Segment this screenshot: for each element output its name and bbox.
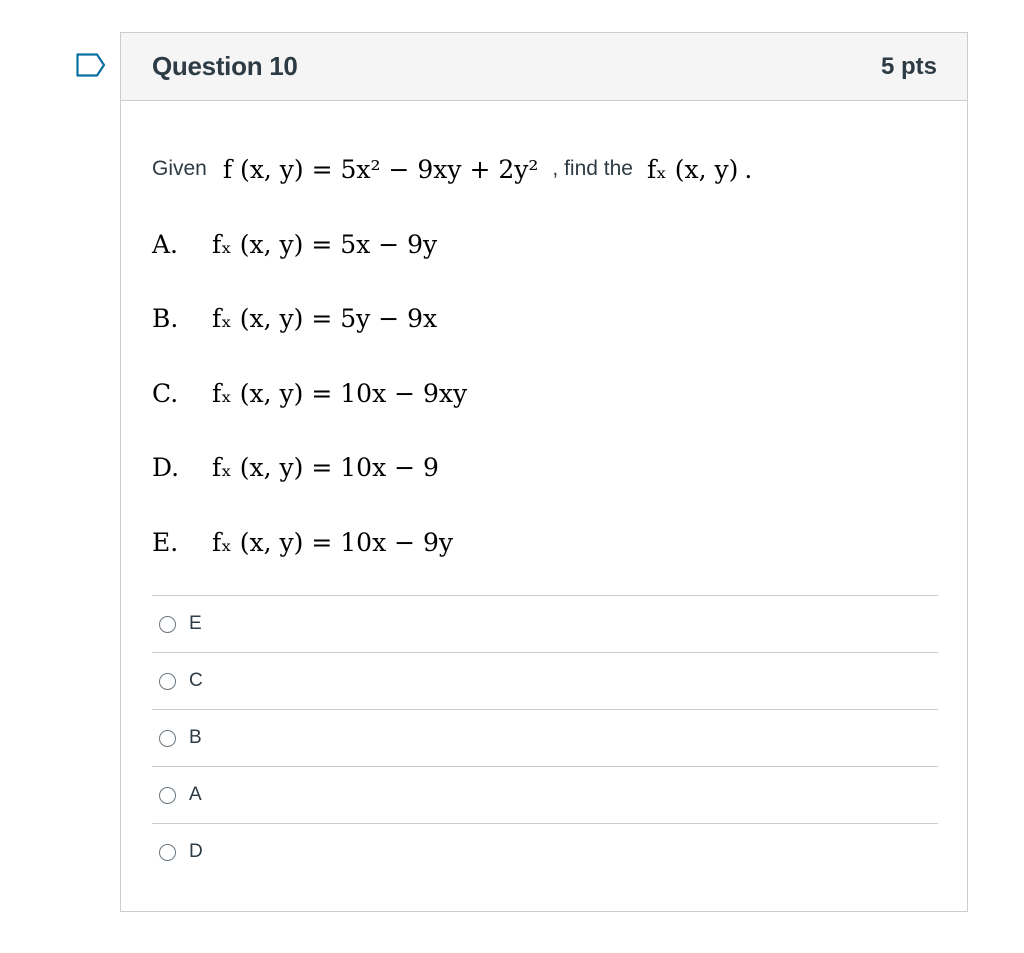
option-expression: fₓ (x, y) = 5y − 9x xyxy=(212,303,438,333)
question-card xyxy=(120,32,968,912)
option-expression: fₓ (x, y) = 10x − 9y xyxy=(212,527,454,557)
option-letter: D. xyxy=(152,452,180,482)
question-prompt xyxy=(152,149,752,189)
prompt-middle: , find the xyxy=(552,157,633,180)
prompt-end: . xyxy=(744,154,753,184)
answer-choice-e[interactable] xyxy=(152,595,938,652)
answer-choice-c[interactable] xyxy=(152,652,938,709)
answer-label[interactable]: B xyxy=(189,727,202,748)
question-header xyxy=(121,33,967,101)
answer-choice-d[interactable] xyxy=(152,823,938,880)
prompt-lead: Given xyxy=(152,157,207,180)
question-points: 5 pts xyxy=(880,52,937,80)
radio-button[interactable] xyxy=(159,787,176,804)
option-expression: fₓ (x, y) = 10x − 9 xyxy=(212,452,439,482)
option-expression: fₓ (x, y) = 10x − 9xy xyxy=(212,378,468,408)
option-letter: B. xyxy=(152,303,179,333)
radio-button[interactable] xyxy=(159,673,176,690)
option-line-d xyxy=(152,447,439,487)
question-title: Question 10 xyxy=(152,51,298,81)
option-letter: A. xyxy=(152,229,179,259)
answer-label[interactable]: E xyxy=(189,613,202,634)
option-letter: E. xyxy=(152,527,179,557)
prompt-function: f (x, y) = 5x² − 9xy + 2y² xyxy=(222,154,539,184)
answer-label[interactable]: A xyxy=(189,784,202,805)
option-line-c xyxy=(152,373,467,413)
answer-label[interactable]: C xyxy=(189,670,203,691)
radio-button[interactable] xyxy=(159,844,176,861)
option-line-e xyxy=(152,522,453,562)
option-letter: C. xyxy=(152,378,179,408)
answer-choice-a[interactable] xyxy=(152,766,938,823)
radio-button[interactable] xyxy=(159,616,176,633)
flag-question-icon[interactable] xyxy=(76,53,106,77)
prompt-target: fₓ (x, y) xyxy=(646,154,739,184)
option-line-a xyxy=(152,224,437,264)
option-expression: fₓ (x, y) = 5x − 9y xyxy=(212,229,438,259)
option-line-b xyxy=(152,298,437,338)
radio-button[interactable] xyxy=(159,730,176,747)
answer-choice-b[interactable] xyxy=(152,709,938,766)
answer-choices xyxy=(152,595,938,880)
answer-label[interactable]: D xyxy=(189,841,203,862)
